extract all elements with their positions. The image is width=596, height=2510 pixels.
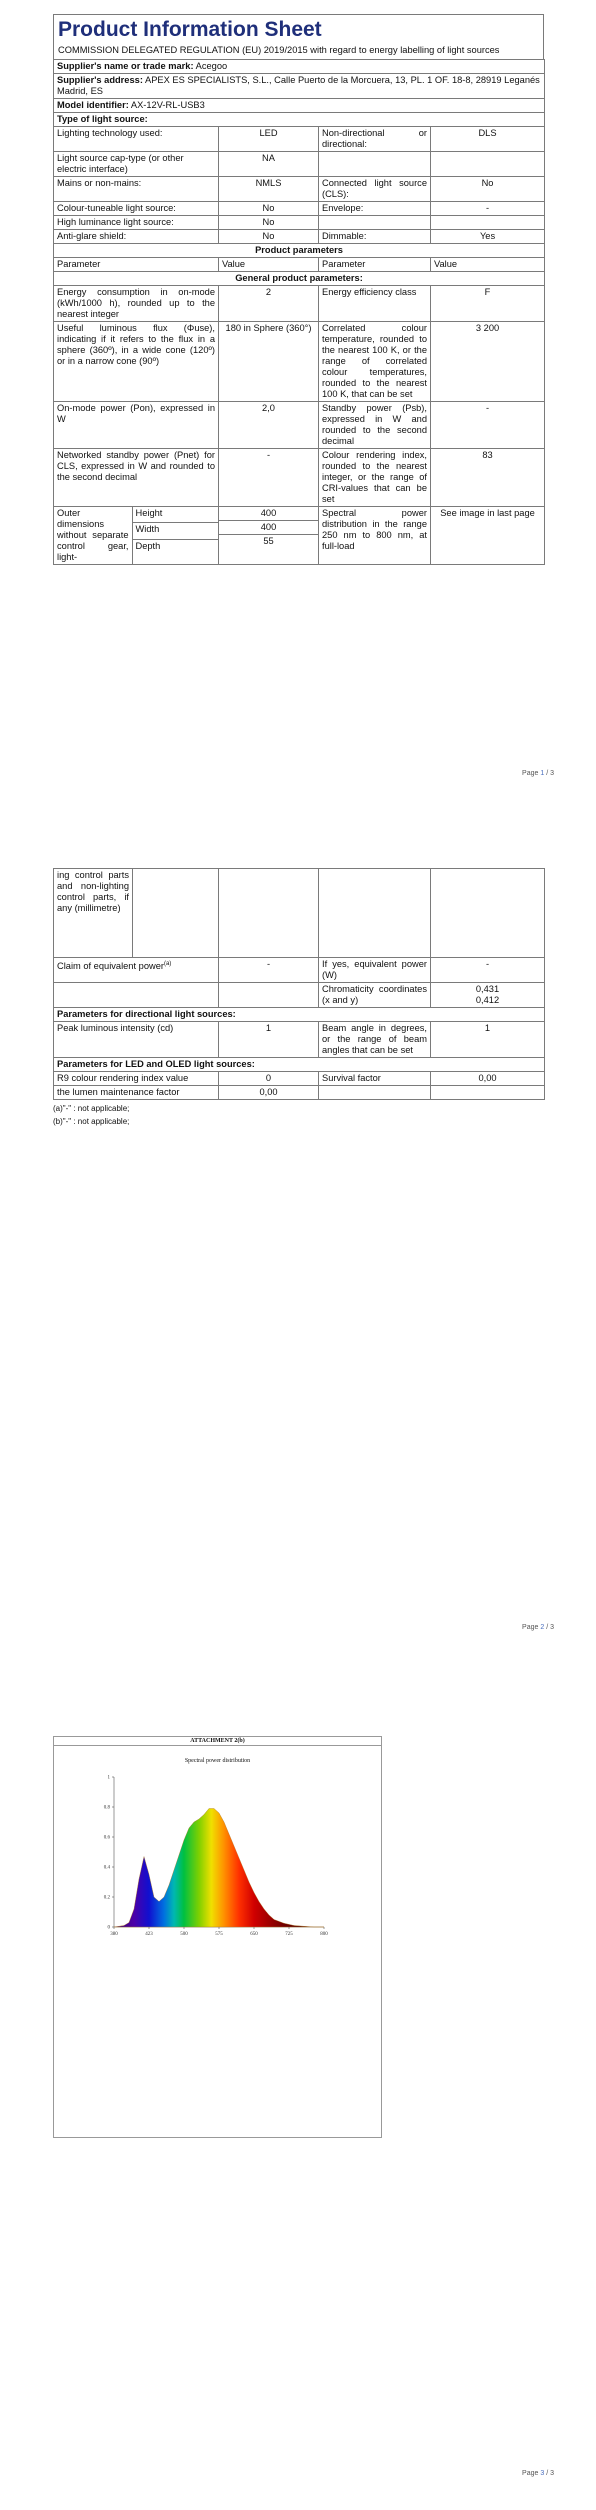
general-parameters-header: General product parameters: (54, 272, 545, 286)
table-row: Useful luminous flux (Φuse), indicating if it refers to the flux in a sphere (360º), in a wide cone (120º) or in a narrow cone (90º) 180 in Sphere (360°) Correlated colour temperature, rounded to the nearest 100 K, or the range of correlated colour temperatures, rounded to the nearest 100 K, that can be set 3 200 (54, 322, 545, 402)
table-row: Peak luminous intensity (cd) 1 Beam angle in degrees, or the range of beam angles that can be set 1 (54, 1022, 545, 1058)
page-number: Page 2 / 3 (522, 1624, 554, 1631)
x-tick-label: 800 (320, 1932, 328, 1937)
page-2 (0, 836, 596, 1672)
directional-header: Parameters for directional light sources: (54, 1008, 545, 1022)
footnotes (53, 1102, 544, 1128)
page-number: Page 3 / 3 (522, 2470, 554, 2477)
footnote: (b)"-" : not applicable; (53, 1117, 130, 1126)
table-row: Lighting technology used: LED Non-directional or directional: DLS (54, 127, 545, 152)
table-row: R9 colour rendering index value 0 Survival factor 0,00 (54, 1072, 545, 1086)
x-tick-label: 423 (145, 1932, 153, 1937)
info-table (53, 59, 545, 565)
y-tick-label: 1 (107, 1775, 110, 1781)
table-row: Chromaticity coordinates (x and y) 0,431 0,412 (54, 983, 545, 1008)
model-row: Model identifier: AX-12V-RL-USB3 (54, 99, 545, 113)
supplier-row: Supplier's name or trade mark: Acegoo (54, 60, 545, 74)
y-tick-label: 0.8 (103, 1805, 110, 1811)
info-table-continued (53, 868, 545, 1100)
address-row: Supplier's address: APEX ES SPECIALISTS, S.L., Calle Puerto de la Morcuera, 13, PL. 1 OF. 18-8, 28919 Leganés Madrid, ES (54, 74, 545, 99)
table-row: Networked standby power (Pnet) for CLS, expressed in W and rounded to the second decimal - Colour rendering index, rounded to the nearest integer, or the range of CRI-values that can be set 83 (54, 449, 545, 507)
table-row: Energy consumption in on-mode (kWh/1000 h), rounded up to the nearest integer 2 Energy efficiency class F (54, 286, 545, 322)
footnote: (a)"-" : not applicable; (53, 1104, 130, 1113)
led-header: Parameters for LED and OLED light sources: (54, 1058, 545, 1072)
x-tick-label: 500 (180, 1932, 188, 1937)
table-row: Light source cap-type (or other electric interface) NA (54, 152, 545, 177)
table-row: Anti-glare shield: No Dimmable: Yes (54, 230, 545, 244)
y-tick-label: 0.6 (103, 1835, 110, 1841)
chart-title: Spectral power distribution (184, 1758, 251, 1764)
page-number: Page 1 / 3 (522, 770, 554, 777)
x-tick-label: 380 (110, 1932, 118, 1937)
chromaticity-value: 0,431 0,412 (431, 983, 545, 1008)
page-1 (0, 0, 596, 836)
page-title: Product Information Sheet (53, 14, 544, 44)
attachment-title: ATTACHMENT 2(b) (54, 1737, 381, 1746)
table-row: High luminance light source: No (54, 216, 545, 230)
table-row: Colour-tuneable light source: No Envelope: - (54, 202, 545, 216)
info-sheet-continued (53, 868, 544, 1128)
type-header: Type of light source: (54, 113, 545, 127)
column-headers: Parameter Value Parameter Value (54, 258, 545, 272)
table-row: Claim of equivalent power$^{(a)}$ - If yes, equivalent power (W) - (54, 958, 545, 983)
y-tick-label: 0.2 (103, 1895, 110, 1901)
regulation-subtitle: COMMISSION DELEGATED REGULATION (EU) 2019/2015 with regard to energy labelling of light sources (53, 44, 544, 59)
x-tick-label: 725 (285, 1932, 293, 1937)
attachment-box (53, 1736, 382, 2138)
address-value: APEX ES SPECIALISTS, S.L., Calle Puerto de la Morcuera, 13, PL. 1 OF. 18-8, 28919 Leganés Madrid, ES (57, 75, 540, 96)
table-row: On-mode power (Pon), expressed in W 2,0 Standby power (Psb), expressed in W and rounded to the second decimal - (54, 402, 545, 449)
product-parameters-header: Product parameters (54, 244, 545, 258)
y-tick-label: 0 (107, 1925, 110, 1931)
spd-reference: See image in last page (431, 507, 545, 565)
x-tick-label: 575 (215, 1932, 223, 1937)
dimensions-row-continued: ing control parts and non-lighting control parts, if any (millimetre) (54, 869, 545, 958)
y-tick-label: 0.4 (103, 1865, 110, 1871)
page-3 (0, 1672, 596, 2508)
model-value: AX-12V-RL-USB3 (130, 100, 205, 110)
table-row: the lumen maintenance factor 0,00 (54, 1086, 545, 1100)
dimensions-label: Outer dimensions without separate control gear, light- (54, 507, 132, 564)
x-tick-label: 650 (250, 1932, 258, 1937)
dimensions-row: Outer dimensions without separate control gear, light- Height Width Depth 400 400 55 Spectral power distribution in the range 250 nm to 800 nm, at full-load See image in last page (54, 507, 545, 565)
table-row: Mains or non-mains: NMLS Connected light source (CLS): No (54, 177, 545, 202)
spectral-chart (54, 1767, 381, 1987)
spectral-area (114, 1809, 324, 1928)
supplier-value: Acegoo (195, 61, 228, 71)
info-sheet (53, 14, 544, 565)
